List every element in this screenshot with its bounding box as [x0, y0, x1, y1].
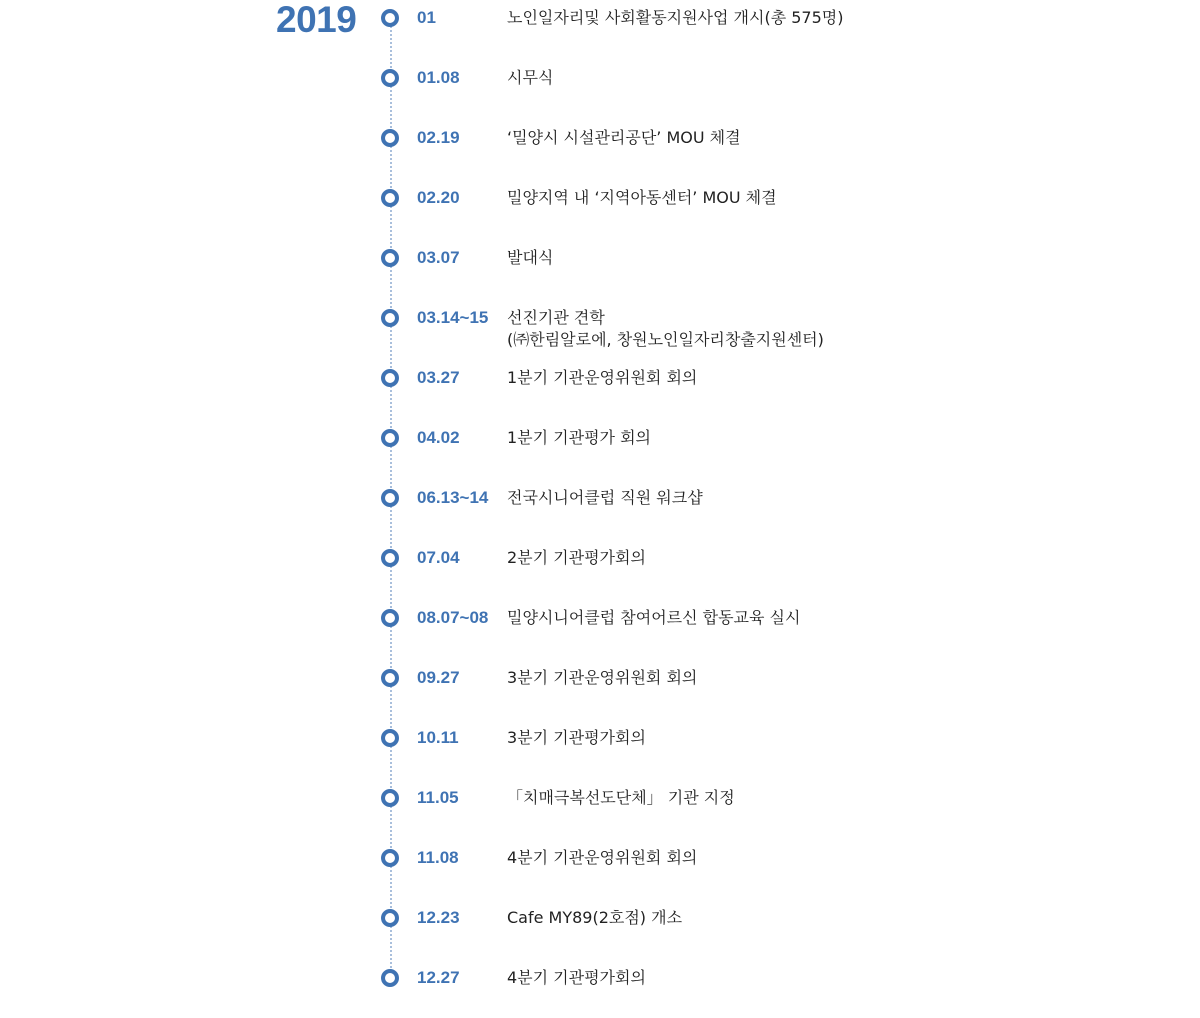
timeline-dot-icon: [381, 489, 399, 507]
timeline-dot-icon: [381, 249, 399, 267]
event-date: 08.07~08: [417, 608, 489, 627]
timeline-dot-icon: [381, 669, 399, 687]
event-text: Cafe MY89(2호점) 개소: [507, 908, 683, 927]
event-date: 02.19: [417, 128, 460, 147]
event-text: 4분기 기관운영위원회 회의: [507, 848, 698, 867]
event-date: 11.05: [417, 788, 459, 807]
event-description: [507, 667, 697, 689]
timeline-dot-icon: [381, 69, 399, 87]
event-text: 4분기 기관평가회의: [507, 968, 646, 987]
event-date: 12.27: [417, 968, 460, 987]
event-date: 03.14~15: [417, 308, 489, 327]
event-description: [507, 907, 682, 929]
event-text: 발대식: [507, 248, 554, 267]
event-description: [507, 727, 646, 749]
event-description: [507, 367, 697, 389]
event-text: ‘밀양시 시설관리공단’ MOU 체결: [507, 128, 741, 147]
timeline-dot-icon: [381, 9, 399, 27]
event-date: 01.08: [417, 68, 460, 87]
timeline-entry: [0, 848, 1200, 898]
event-description: [507, 127, 741, 149]
timeline-dot-icon: [381, 849, 399, 867]
event-description: [507, 187, 777, 209]
timeline-dot-icon: [381, 129, 399, 147]
timeline-dot-icon: [381, 609, 399, 627]
event-text: 2분기 기관평가회의: [507, 548, 646, 567]
timeline-dot-icon: [381, 429, 399, 447]
event-description: [507, 427, 651, 449]
event-description: [507, 487, 703, 509]
timeline-dot-icon: [381, 969, 399, 987]
timeline-entry: [0, 8, 1200, 58]
event-description: [507, 787, 735, 809]
event-description: [507, 847, 697, 869]
timeline-entry: [0, 68, 1200, 118]
event-date: 04.02: [417, 428, 460, 447]
event-date: 12.23: [417, 908, 460, 927]
timeline-dot-icon: [381, 729, 399, 747]
timeline-dot-icon: [381, 369, 399, 387]
timeline-entry: [0, 968, 1200, 1018]
timeline-entry: [0, 608, 1200, 658]
timeline-entry: [0, 488, 1200, 538]
event-text: 선진기관 견학: [507, 308, 605, 327]
event-description: [507, 67, 553, 89]
timeline-entry: [0, 548, 1200, 598]
event-text: 밀양시니어클럽 참여어르신 합동교육 실시: [507, 608, 801, 627]
event-text: 전국시니어클럽 직원 워크샵: [507, 488, 703, 507]
event-text: 노인일자리및 사회활동지원사업 개시(총 575명): [507, 8, 844, 27]
timeline-dot-icon: [381, 909, 399, 927]
event-description: [507, 247, 553, 269]
event-date: 06.13~14: [417, 488, 489, 507]
event-date: 07.04: [417, 548, 460, 567]
timeline-entry: [0, 368, 1200, 418]
event-text-detail: (㈜한림알로에, 창원노인일자리창출지원센터): [507, 330, 824, 349]
event-description: [507, 607, 800, 629]
event-text: 3분기 기관운영위원회 회의: [507, 668, 698, 687]
event-text: 1분기 기관평가 회의: [507, 428, 651, 447]
event-date: 11.08: [417, 848, 459, 867]
event-text: 밀양지역 내 ‘지역아동센터’ MOU 체결: [507, 188, 777, 207]
timeline-entry: [0, 428, 1200, 478]
event-description: [507, 307, 824, 351]
timeline-entry: [0, 908, 1200, 958]
timeline-dot-icon: [381, 309, 399, 327]
event-description: [507, 967, 646, 989]
timeline-dot-icon: [381, 189, 399, 207]
timeline-entry: [0, 308, 1200, 358]
event-date: 02.20: [417, 188, 460, 207]
event-date: 03.27: [417, 368, 460, 387]
event-text: 3분기 기관평가회의: [507, 728, 646, 747]
event-date: 09.27: [417, 668, 460, 687]
timeline-entry: [0, 248, 1200, 298]
event-description: [507, 7, 844, 29]
year-heading: 2019: [276, 0, 357, 40]
timeline-entry: [0, 668, 1200, 718]
event-text: 「치매극복선도단체」 기관 지정: [507, 788, 735, 807]
event-description: [507, 547, 646, 569]
timeline-entry: [0, 188, 1200, 238]
timeline-dot-icon: [381, 789, 399, 807]
timeline-entry: [0, 788, 1200, 838]
timeline-entry: [0, 728, 1200, 778]
event-text: 1분기 기관운영위원회 회의: [507, 368, 698, 387]
event-date: 01: [417, 8, 436, 27]
timeline-dot-icon: [381, 549, 399, 567]
event-date: 03.07: [417, 248, 460, 267]
event-date: 10.11: [417, 728, 459, 747]
timeline-entry: [0, 128, 1200, 178]
event-text: 시무식: [507, 68, 554, 87]
